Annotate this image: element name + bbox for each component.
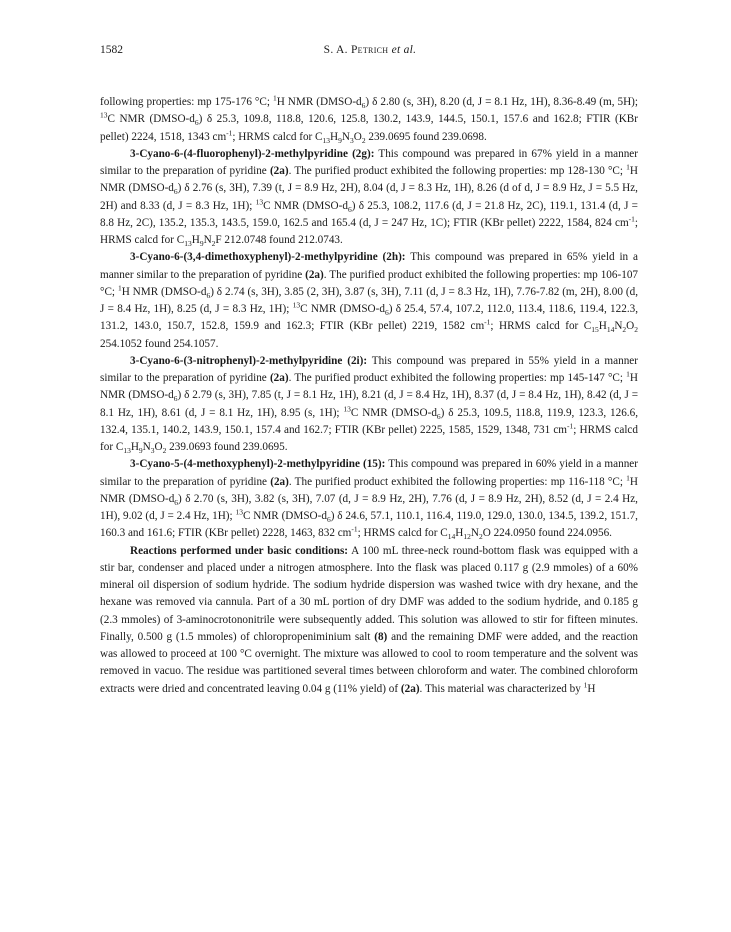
superscript: -1 bbox=[484, 317, 491, 327]
subscript: 2 bbox=[162, 446, 167, 456]
text-run: F 212.0748 found 212.0743. bbox=[215, 234, 343, 246]
subscript: 6 bbox=[436, 411, 441, 421]
subscript: 6 bbox=[326, 515, 331, 525]
superscript: 13 bbox=[292, 300, 301, 310]
text-run: This compound was prepared in 55% yield in a manner similar to the preparation of pyridine bbox=[100, 354, 638, 384]
text-run: ) δ 2.79 (s, 3H), 7.85 (t, J = 8.1 Hz, 1H), 8.21 (d, J = 8.4 Hz, 1H), 8.37 (d, J = 8.4 Hz, 1H), 8.42 (d, J = 8.1 Hz, 1H), 8.61 (d, J = 8.1 Hz, 1H), 8.95 (s, 1H); bbox=[100, 389, 638, 419]
subscript: 6 bbox=[347, 204, 352, 214]
text-run: N bbox=[203, 234, 212, 246]
text-run: ) δ 2.76 (s, 3H), 7.39 (t, J = 8.9 Hz, 2H), 8.04 (d, J = 8.3 Hz, 1H), 8.26 (d of d, J = 8.9 Hz, J = 5.5 Hz, 2H) and 8.33 (d, J = 8.3 Hz, 1H); bbox=[100, 182, 638, 212]
subscript: 13 bbox=[184, 239, 192, 249]
text-run: This compound was prepared in 67% yield in a manner similar to the preparation of pyridine bbox=[100, 147, 638, 177]
superscript: -1 bbox=[226, 127, 233, 137]
text-run: N bbox=[142, 441, 151, 453]
text-run: . This material was characterized by bbox=[419, 682, 584, 695]
text-run: . The purified product exhibited the following properties: mp 116-118 °C; bbox=[288, 475, 627, 488]
text-run: . The purified product exhibited the following properties: mp 106-107 °C; bbox=[100, 268, 639, 298]
bold-text: 3-Cyano-6-(4-fluorophenyl)-2-methylpyridine (2g): bbox=[130, 147, 375, 160]
text-run: and the remaining DMF were added, and the reaction was allowed to proceed at 100 °C overnight. The mixture was allowed to cool to room temperature and the solvent was removed in vacuo. The residue was partitioned several times between chloroform and water. The combined chloroform extracts were dried and concentrated leaving 0.04 g (11% yield) of bbox=[100, 630, 638, 695]
text-run: This compound was prepared in 60% yield in a manner similar to the preparation of pyridine bbox=[100, 458, 638, 488]
text-run: ; HRMS calcd for C bbox=[232, 130, 323, 143]
subscript: 2 bbox=[478, 532, 483, 542]
text-run: C NMR (DMSO-d bbox=[242, 510, 327, 522]
text-run: H bbox=[330, 130, 339, 143]
subscript: 15 bbox=[591, 325, 599, 335]
paragraph-compound-2g bbox=[100, 146, 638, 250]
text-run: ) δ 25.4, 57.4, 107.2, 112.0, 113.4, 118.6, 119.4, 122.3, 131.2, 143.0, 150.7, 152.8, 159.9 and 162.3; FTIR (KBr pellet) 2219, 1582 cm bbox=[100, 303, 639, 333]
running-title bbox=[100, 44, 640, 56]
paragraph-basic-conditions bbox=[100, 543, 638, 698]
text-run: 239.0695 found 239.0698. bbox=[365, 130, 487, 143]
text-run: H NMR (DMSO-d bbox=[100, 372, 638, 402]
text-run: H NMR (DMSO-d bbox=[100, 165, 638, 195]
text-run: N bbox=[470, 527, 479, 540]
text-run: ) δ 2.74 (s, 3H), 3.85 (2, 3H), 3.87 (s, 3H), 7.11 (d, J = 8.3 Hz, 1H), 7.76-7.82 (m, 2H), 8.00 (d, J = 8.4 Hz, 1H), 8.25 (d, J = 8.3 Hz, 1H); bbox=[100, 285, 638, 315]
text-run: O 224.0950 found 224.0956. bbox=[482, 527, 612, 540]
superscript: -1 bbox=[351, 524, 358, 534]
text-run: N bbox=[614, 320, 623, 333]
superscript: -1 bbox=[567, 421, 574, 431]
text-run: H bbox=[587, 682, 596, 695]
superscript: 1 bbox=[626, 472, 630, 482]
text-run: ) δ 2.70 (s, 3H), 3.82 (s, 3H), 7.07 (d, J = 8.9 Hz, 2H), 7.76 (d, J = 8.9 Hz, 2H), 8.52 (d, J = 2.4 Hz, 1H), 9.02 (d, J = 2.4 Hz, 1H); bbox=[100, 492, 638, 522]
subscript: 13 bbox=[123, 446, 131, 456]
superscript: 1 bbox=[583, 679, 588, 689]
text-run: O bbox=[626, 320, 635, 333]
text-run: ) δ 24.6, 57.1, 110.1, 116.4, 119.0, 129.0, 130.0, 134.5, 139.2, 151.7, 160.3 and 161.6; FTIR (KBr pellet) 2228, 1463, 832 cm bbox=[100, 510, 638, 540]
text-run: . The purified product exhibited the following properties: mp 128-130 °C; bbox=[288, 165, 627, 177]
subscript: 3 bbox=[150, 446, 155, 456]
text-run: following properties: mp 175-176 °C; bbox=[100, 96, 273, 108]
running-title-author: S. A. Petrich bbox=[323, 44, 389, 56]
subscript: 6 bbox=[194, 118, 199, 128]
subscript: 14 bbox=[447, 532, 456, 542]
text-run: C NMR (DMSO-d bbox=[350, 406, 437, 419]
bold-text: 3-Cyano-6-(3,4-dimethoxyphenyl)-2-methylpyridine (2h): bbox=[130, 251, 406, 264]
subscript: 6 bbox=[173, 394, 178, 404]
bold-text: (2a) bbox=[270, 475, 289, 488]
subscript: 6 bbox=[384, 308, 389, 318]
subscript: 12 bbox=[463, 532, 471, 542]
subscript: 9 bbox=[138, 446, 143, 456]
text-run: H bbox=[130, 441, 139, 453]
subscript: 2 bbox=[211, 239, 216, 249]
text-run: ) δ 25.3, 109.5, 118.8, 119.9, 123.3, 126.6, 132.4, 135.1, 140.2, 143.9, 150.1, 157.4 and 162.7; FTIR (KBr pellet) 2225, 1585, 1529, 1348, 731 cm bbox=[100, 406, 638, 436]
page-header bbox=[100, 44, 640, 64]
subscript: 2 bbox=[634, 325, 638, 335]
superscript: 13 bbox=[255, 196, 264, 206]
superscript: -1 bbox=[628, 214, 635, 224]
superscript: 13 bbox=[343, 403, 351, 413]
running-title-et-al: et al. bbox=[391, 44, 417, 56]
text-run: H bbox=[191, 234, 200, 246]
paragraph-compound-15 bbox=[100, 456, 638, 542]
text-run: This compound was prepared in 65% yield in a manner similar to the preparation of pyridine bbox=[100, 251, 638, 281]
paragraph-compound-2h bbox=[100, 249, 638, 353]
bold-text: (2a) bbox=[269, 165, 289, 177]
text-run: ; HRMS calcd for C bbox=[357, 527, 448, 540]
subscript: 6 bbox=[206, 290, 211, 300]
bold-text: (8) bbox=[374, 630, 388, 643]
paragraph-continued-properties bbox=[100, 94, 638, 146]
text-run: C NMR (DMSO-d bbox=[300, 303, 385, 315]
text-run: H bbox=[455, 527, 464, 540]
text-run: ; HRMS calcd for C bbox=[490, 320, 592, 333]
text-run: ; HRMS calcd for C bbox=[100, 216, 638, 246]
text-run: C NMR (DMSO-d bbox=[107, 113, 195, 126]
bold-text: (2a) bbox=[269, 372, 289, 384]
text-run: H NMR (DMSO-d bbox=[276, 96, 362, 108]
article-body bbox=[100, 94, 638, 698]
text-run: N bbox=[341, 130, 350, 143]
subscript: 3 bbox=[349, 135, 354, 145]
bold-text: Reactions performed under basic conditions: bbox=[130, 544, 349, 557]
bold-text: 3-Cyano-5-(4-methoxyphenyl)-2-methylpyridine (15): bbox=[130, 458, 386, 471]
bold-text: (2a) bbox=[400, 682, 420, 695]
subscript: 6 bbox=[173, 187, 178, 197]
superscript: 1 bbox=[272, 93, 277, 103]
text-run: H NMR (DMSO-d bbox=[121, 285, 207, 298]
text-run: ) δ 25.3, 109.8, 118.8, 120.6, 125.8, 130.2, 143.9, 144.5, 150.1, 157.6 and 162.8; FTIR (KBr pellet) 2224, 1518, 1343 cm bbox=[100, 113, 638, 143]
superscript: 13 bbox=[235, 507, 243, 517]
text-run: H NMR (DMSO-d bbox=[100, 475, 638, 505]
text-run: C NMR (DMSO-d bbox=[263, 199, 348, 212]
subscript: 2 bbox=[361, 135, 366, 145]
text-run: ) δ 25.3, 108.2, 117.6 (d, J = 21.8 Hz, 2C), 119.1, 131.4 (d, J = 8.8 Hz, 2C), 135.2, 135.3, 143.5, 159.0, 162.5 and 165.4 (d, J = 247 Hz, 1C); FTIR (KBr pellet) 2222, 1584, 824 cm bbox=[100, 199, 638, 229]
text-run: O bbox=[154, 441, 163, 453]
bold-text: 3-Cyano-6-(3-nitrophenyl)-2-methylpyridine (2i): bbox=[130, 354, 368, 367]
superscript: 1 bbox=[626, 162, 630, 172]
text-run: ) δ 2.80 (s, 3H), 8.20 (d, J = 8.1 Hz, 1H), 8.36-8.49 (m, 5H); bbox=[365, 96, 638, 108]
subscript: 2 bbox=[622, 325, 627, 335]
paragraph-compound-2i bbox=[100, 353, 638, 457]
subscript: 6 bbox=[361, 101, 366, 111]
page-number: 1582 bbox=[100, 44, 123, 56]
text-run: ; HRMS calcd for C bbox=[100, 423, 638, 453]
subscript: 13 bbox=[322, 135, 331, 145]
superscript: 1 bbox=[626, 369, 630, 379]
subscript: 6 bbox=[174, 497, 179, 507]
superscript: 13 bbox=[100, 110, 108, 120]
text-run: H bbox=[598, 320, 607, 333]
text-run: 239.0693 found 239.0695. bbox=[166, 441, 288, 453]
text-run: A 100 mL three-neck round-bottom flask was equipped with a stir bar, condenser and placed under a nitrogen atmosphere. Into the flask was placed 0.117 g (2.9 mmoles) of a 60% mineral oil dispersion of sodium hydride. The sodium hydride dispersion was washed twice with dry hexane, and the hexane was removed via cannula. Part of a 30 mL portion of dry DMF was added to the sodium hydride, and 0.185 g (2.3 mmoles) of 3-aminocrotononitrile were subsequently added. This solution was allowed to stir for fifteen minutes. Finally, 0.500 g (1.5 mmoles) of chloropropeniminium salt bbox=[100, 544, 639, 643]
bold-text: (2a) bbox=[305, 268, 324, 281]
superscript: 1 bbox=[117, 283, 122, 293]
text-run: 254.1052 found 254.1057. bbox=[100, 337, 219, 350]
text-run: . The purified product exhibited the following properties: mp 145-147 °C; bbox=[288, 372, 627, 384]
subscript: 9 bbox=[199, 239, 204, 249]
text-run: O bbox=[353, 130, 362, 143]
subscript: 9 bbox=[338, 135, 342, 145]
subscript: 14 bbox=[606, 325, 615, 335]
